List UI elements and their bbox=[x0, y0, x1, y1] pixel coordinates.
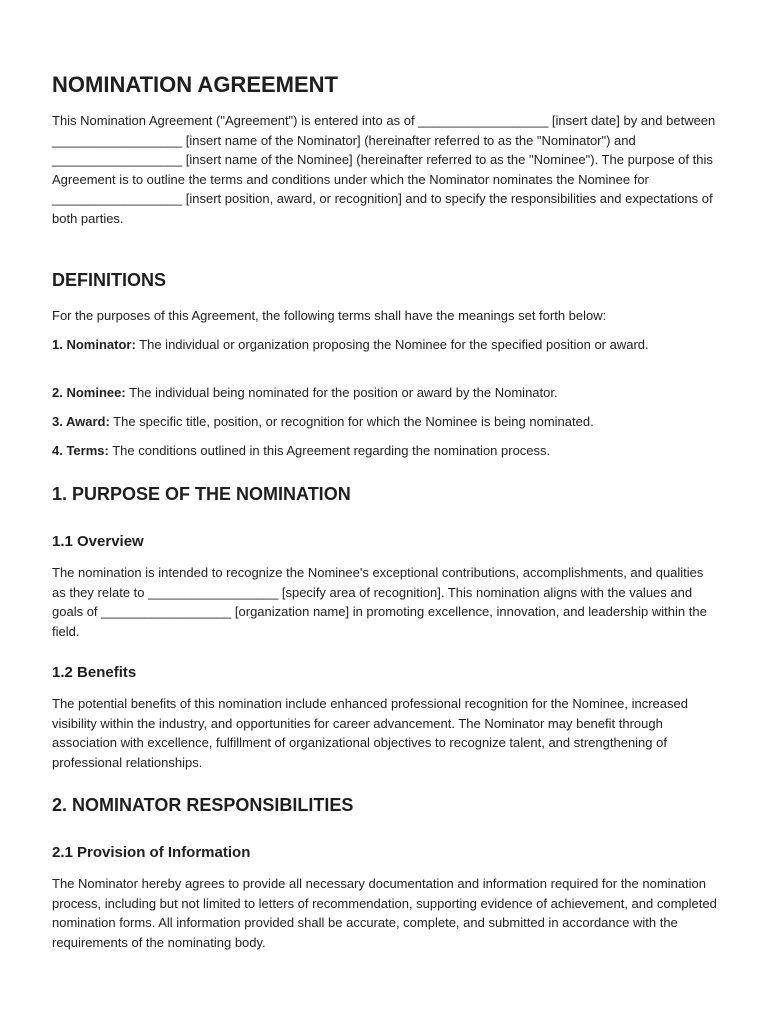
definition-term: 3. Award: bbox=[52, 414, 110, 429]
definition-item bbox=[52, 335, 720, 355]
definitions-heading: DEFINITIONS bbox=[52, 270, 167, 290]
intro-paragraph: This Nomination Agreement ("Agreement") is entered into as of __________________ [insert date] by and between __________________ [insert name of the Nominator] (hereinafter referred to as the "Nominator") and __________________ [insert name of the Nominee] (hereinafter referred to as the "Nominee"). The purpose of this Agreement is to outline the terms and conditions under which the Nominator nominates the Nominee for __________________ [insert position, award, or recognition] and to specify the responsibilities and expectations of both parties. bbox=[52, 113, 716, 226]
definition-text: The conditions outlined in this Agreement regarding the nomination process. bbox=[108, 443, 551, 458]
subsection-1-2-text: The potential benefits of this nomination include enhanced professional recognition for the Nominee, increased visibility within the industry, and opportunities for career advancement. The Nominator may benefit through association with excellence, fulfillment of organizational objectives to recognize talent, and strengthening of professional relationships. bbox=[52, 696, 688, 770]
definition-item bbox=[52, 383, 720, 403]
subsection-2-1-text: The Nominator hereby agrees to provide all necessary documentation and information required for the nomination process, including but not limited to letters of recommendation, supporting evidence of achievement, and completed nomination forms. All information provided shall be accurate, complete, and submitted in accordance with the requirements of the nominating body. bbox=[52, 876, 717, 950]
definition-item bbox=[52, 412, 720, 432]
section-1-heading: 1. PURPOSE OF THE NOMINATION bbox=[52, 484, 351, 504]
definition-text: The specific title, position, or recognition for which the Nominee is being nominated. bbox=[109, 414, 594, 429]
definition-text: The individual or organization proposing the Nominee for the specified position or award. bbox=[135, 337, 649, 352]
subsection-1-1-text: The nomination is intended to recognize the Nominee's exceptional contributions, accomplishments, and qualities as they relate to __________________ [specify area of recognition]. This nomination aligns with the values and goals of __________________ [organization name] in promoting excellence, innovation, and leadership within the field. bbox=[52, 565, 707, 639]
definition-term: 1. Nominator: bbox=[52, 337, 136, 352]
subsection-1-2-heading: 1.2 Benefits bbox=[52, 664, 137, 681]
definitions-lead: For the purposes of this Agreement, the following terms shall have the meanings set forth below: bbox=[52, 308, 607, 323]
definition-text: The individual being nominated for the position or award by the Nominator. bbox=[125, 385, 558, 400]
subsection-1-1-heading: 1.1 Overview bbox=[52, 533, 144, 550]
section-2-heading: 2. NOMINATOR RESPONSIBILITIES bbox=[52, 795, 354, 815]
document-title: NOMINATION AGREEMENT bbox=[52, 72, 338, 97]
subsection-2-1-heading: 2.1 Provision of Information bbox=[52, 844, 251, 861]
definition-term: 2. Nominee: bbox=[52, 385, 126, 400]
definition-term: 4. Terms: bbox=[52, 443, 109, 458]
definition-item bbox=[52, 441, 720, 461]
